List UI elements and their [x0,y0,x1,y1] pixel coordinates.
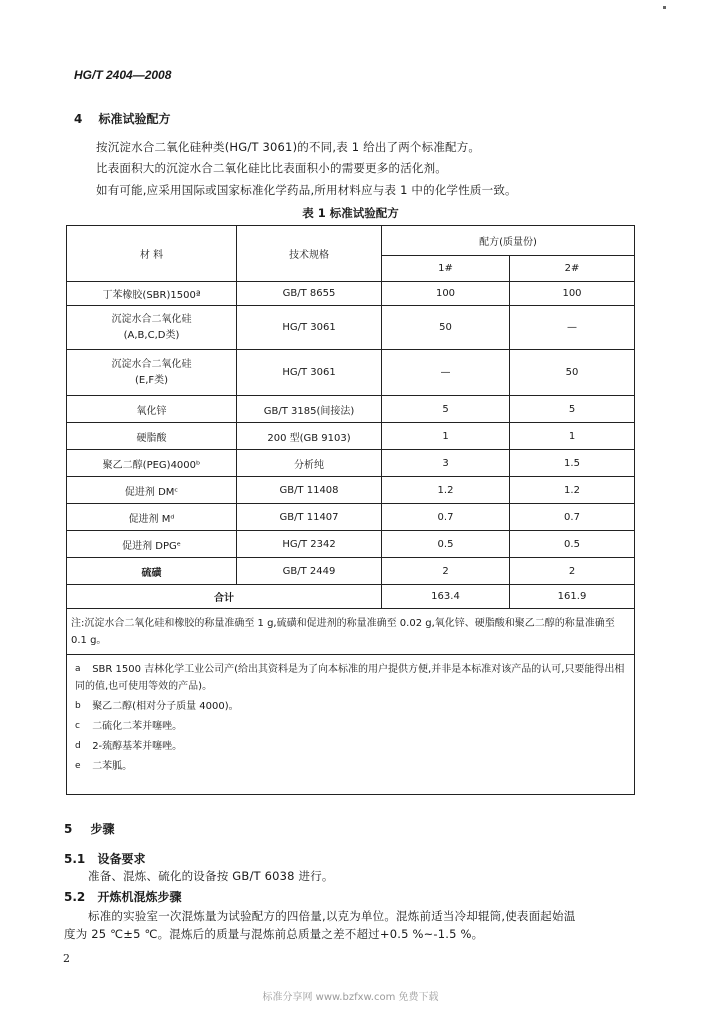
footnote [71,738,630,755]
footnote-text: 二苯胍。 [92,761,133,772]
footnote [71,718,630,735]
table-row [67,396,635,423]
header-formula-2: 2# [510,256,635,282]
cell-f2: — [510,306,635,350]
footnote-mark: c [75,721,80,731]
header-spec: 技术规格 [237,226,382,282]
cell-f1: 50 [382,306,510,350]
paragraph: 准备、混炼、硫化的设备按 GB/T 6038 进行。 [88,869,334,883]
paragraph: 比表面积大的沉淀水合二氧化硅比比表面积小的需要更多的活化剂。 [96,161,447,175]
cell-f2: 100 [510,282,635,306]
cell-material: 硫磺 [67,558,237,585]
subsection-title: 设备要求 [97,852,146,866]
total-label: 合计 [67,585,382,609]
footnotes [67,655,635,795]
footnote-text: SBR 1500 吉林化学工业公司产(给出其资料是为了向本标准的用户提供方便,并非是本标准对该产品的认可,只要能得出相同的值,也可使用等效的产品)。 [75,664,625,692]
footnote-mark: e [75,761,81,771]
subsection-number: 5.1 [64,852,86,866]
table-row [67,558,635,585]
header-formula: 配方(质量份) [382,226,635,256]
cell-spec: HG/T 2342 [237,531,382,558]
cell-f2: 1.5 [510,450,635,477]
cell-material: 促进剂 DMᶜ [67,477,237,504]
table-row [67,477,635,504]
cell-f1: 3 [382,450,510,477]
cell-spec: GB/T 3185(间接法) [237,396,382,423]
table-row [67,423,635,450]
cell-f1: 0.7 [382,504,510,531]
subsection-5-1-heading [64,850,145,867]
footnote-text: 聚乙二醇(相对分子质量 4000)。 [92,701,239,712]
paragraph: 按沉淀水合二氧化硅种类(HG/T 3061)的不同,表 1 给出了两个标准配方。 [96,140,481,154]
section-4-heading [74,110,171,127]
section-number: 4 [74,112,83,126]
footnote-text: 2-巯醇基苯并噻唑。 [92,741,183,752]
table-row [67,504,635,531]
cell-material: 硬脂酸 [67,423,237,450]
cell-f2: 50 [510,350,635,396]
subsection-title: 开炼机混炼步骤 [97,890,182,904]
table-note: 注:沉淀水合二氧化硅和橡胶的称量准确至 1 g,硫磺和促进剂的称量准确至 0.02 g,氧化锌、硬脂酸和聚乙二醇的称量准确至 0.1 g。 [67,609,635,655]
cell-f2: 5 [510,396,635,423]
paragraph: 如有可能,应采用国际或国家标准化学药品,所用材料应与表 1 中的化学性质一致。 [96,183,517,197]
watermark: 标准分享网 www.bzfxw.com 免费下载 [262,992,439,1003]
formula-table [66,225,635,795]
standard-code: HG/T 2404—2008 [74,68,172,82]
total-f1: 163.4 [382,585,510,609]
footnote [71,698,630,715]
cell-f1: 5 [382,396,510,423]
cell-material: 氧化锌 [67,396,237,423]
table-row [67,306,635,350]
footnote [71,661,630,695]
section-title: 步骤 [90,822,115,836]
header-formula-1: 1# [382,256,510,282]
total-row [67,585,635,609]
footnote-text: 二硫化二苯并噻唑。 [92,721,183,732]
cell-material: 丁苯橡胶(SBR)1500ª [67,282,237,306]
header-material: 材 料 [67,226,237,282]
cell-f2: 0.5 [510,531,635,558]
cell-f1: 100 [382,282,510,306]
cell-f1: 1.2 [382,477,510,504]
cell-spec: GB/T 8655 [237,282,382,306]
scan-dot [663,6,666,9]
section-title: 标准试验配方 [98,112,171,126]
cell-f1: 1 [382,423,510,450]
cell-spec: 分析纯 [237,450,382,477]
table-row [67,282,635,306]
subsection-5-2-heading [64,888,181,905]
footnote-mark: d [75,741,81,751]
footnote [71,758,630,775]
paragraph: 标准的实验室一次混炼量为试验配方的四倍量,以克为单位。混炼前适当冷却辊筒,使表面起始温 [88,909,576,923]
cell-f1: 2 [382,558,510,585]
cell-spec: 200 型(GB 9103) [237,423,382,450]
paragraph: 度为 25 ℃±5 ℃。混炼后的质量与混炼前总质量之差不超过+0.5 %~-1.5 %。 [64,927,484,941]
cell-spec: HG/T 3061 [237,306,382,350]
cell-f2: 2 [510,558,635,585]
total-f2: 161.9 [510,585,635,609]
cell-f2: 1.2 [510,477,635,504]
cell-material: 沉淀水合二氧化硅 (E,F类) [67,350,237,396]
section-5-heading [64,820,115,837]
subsection-number: 5.2 [64,890,86,904]
cell-f1: — [382,350,510,396]
cell-material: 聚乙二醇(PEG)4000ᵇ [67,450,237,477]
table-row [67,531,635,558]
table-title: 表 1 标准试验配方 [302,206,399,220]
page-number: 2 [63,952,70,965]
cell-material: 沉淀水合二氧化硅 (A,B,C,D类) [67,306,237,350]
footnote-mark: a [75,664,81,674]
table-row [67,450,635,477]
cell-spec: GB/T 11407 [237,504,382,531]
cell-f2: 1 [510,423,635,450]
cell-material: 促进剂 Mᵈ [67,504,237,531]
cell-spec: HG/T 3061 [237,350,382,396]
cell-spec: GB/T 11408 [237,477,382,504]
cell-f1: 0.5 [382,531,510,558]
section-number: 5 [64,822,73,836]
cell-material: 促进剂 DPGᵉ [67,531,237,558]
cell-f2: 0.7 [510,504,635,531]
table-row [67,350,635,396]
cell-spec: GB/T 2449 [237,558,382,585]
footnote-mark: b [75,701,81,711]
